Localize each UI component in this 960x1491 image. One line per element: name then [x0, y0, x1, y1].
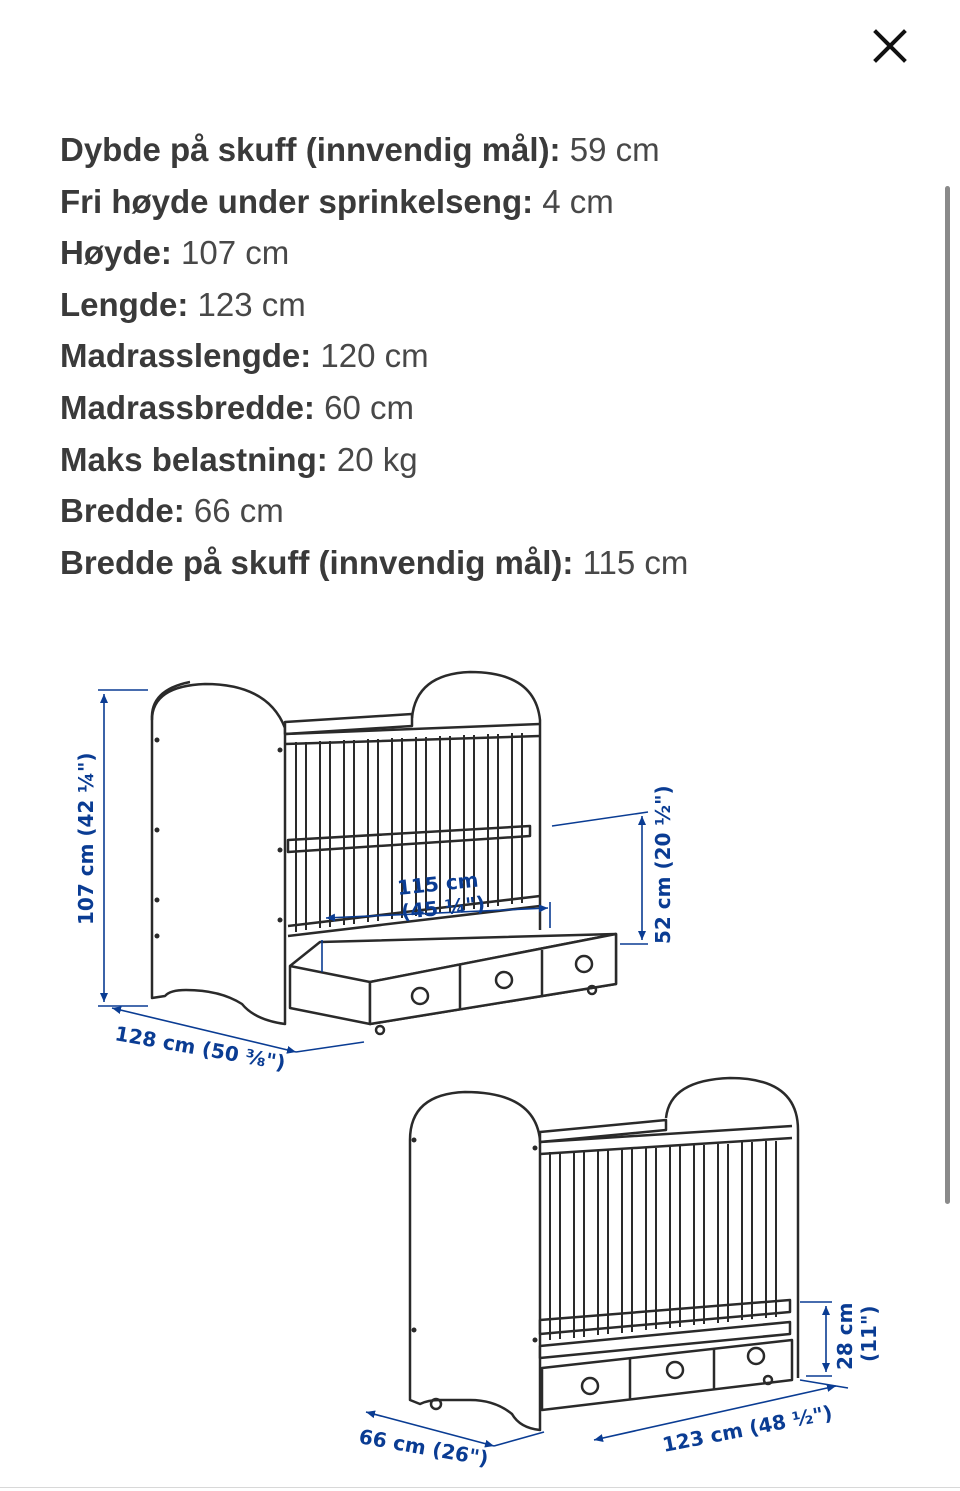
spec-value: 20 kg — [336, 440, 418, 478]
spec-row — [60, 382, 920, 434]
spec-label: Fri høyde under sprinkelseng: — [60, 182, 534, 220]
spec-label: Madrasslengde: — [60, 337, 312, 375]
spec-value: 66 cm — [193, 492, 284, 530]
width-dimension-label: 66 cm (26") — [357, 1424, 491, 1471]
spec-row — [60, 537, 920, 589]
depth-dimension-label: 128 cm (50 ⅜") — [113, 1021, 288, 1075]
crib-illustration-bottom — [410, 1078, 798, 1430]
spec-row — [60, 434, 920, 486]
spec-label: Madrassbredde: — [60, 388, 315, 426]
spec-value: 59 cm — [569, 131, 660, 168]
spec-label: Maks belastning: — [60, 440, 328, 478]
spec-value: 4 cm — [542, 182, 614, 220]
spec-row — [60, 176, 920, 228]
spec-label: Lengde: — [60, 285, 189, 323]
spec-row — [60, 485, 920, 537]
spec-row — [60, 330, 920, 382]
spec-row — [60, 124, 920, 176]
spec-value: 115 cm — [582, 543, 689, 581]
drawer-height-dimension-label: 52 cm (20 ½") — [651, 785, 675, 944]
crib-illustration-top — [152, 672, 616, 1034]
underbed-height-dimension-label: 28 cm — [833, 1302, 857, 1370]
spec-value: 120 cm — [320, 337, 429, 375]
spec-label: Høyde: — [60, 234, 172, 272]
length-dimension-label: 123 cm (48 ½") — [660, 1400, 835, 1457]
drawer-width-dimension-label: 115 cm — [396, 867, 480, 900]
underbed-height-dimension-label-2: (11") — [857, 1305, 881, 1362]
close-button[interactable] — [866, 22, 914, 70]
specs-list — [60, 124, 920, 588]
divider — [0, 1487, 960, 1488]
spec-row — [60, 227, 920, 279]
close-icon — [873, 29, 907, 63]
spec-label: Bredde på skuff (innvendig mål): — [60, 543, 574, 581]
spec-value: 123 cm — [197, 285, 306, 323]
spec-row — [60, 279, 920, 331]
spec-value: 60 cm — [324, 388, 414, 426]
spec-label: Bredde: — [60, 492, 185, 530]
spec-label: Dybde på skuff (innvendig mål): — [60, 131, 561, 168]
spec-value: 107 cm — [181, 234, 290, 272]
dimension-diagram — [0, 640, 960, 1491]
drawer-width-dimension-label-2: (45 ¼") — [400, 891, 487, 924]
height-dimension-label: 107 cm (42 ¼") — [74, 752, 98, 925]
